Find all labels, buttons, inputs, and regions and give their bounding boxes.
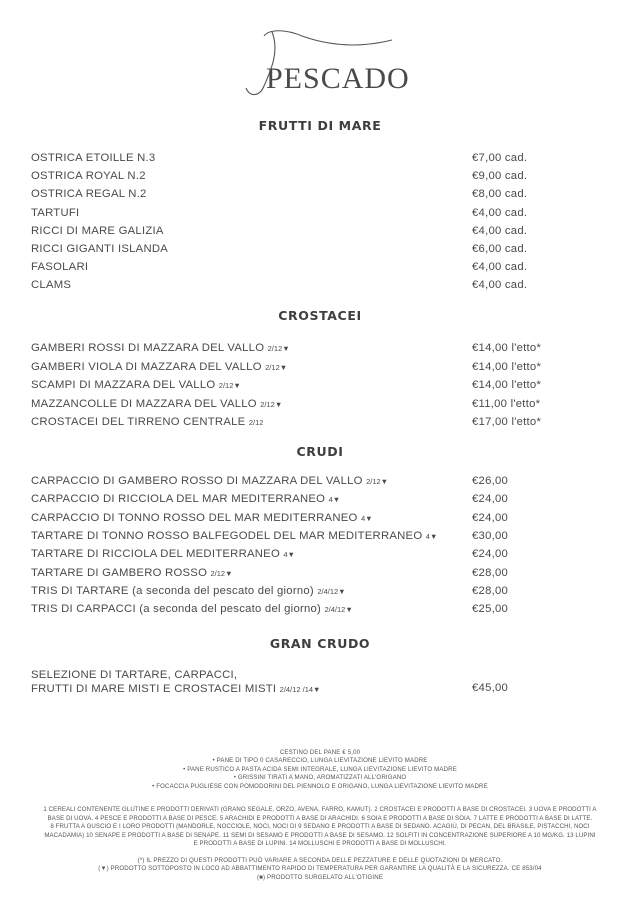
menu-item-name-text: TRIS DI TARTARE (a seconda del pescato del giorno) — [31, 584, 314, 597]
menu-item-name-text: CARPACCIO DI TONNO ROSSO DEL MAR MEDITERRANEO — [31, 511, 358, 524]
menu-item-price: €9,00 cad. — [472, 170, 528, 183]
menu-item-price: €4,00 cad. — [472, 206, 528, 219]
allergen-line: 8 FRUTTA A GUSCIO E I LORO PRODOTTI (MANDORLE, NOCCIOLE, NOCI, NOCI DI 9 SEDANO E PRODOTTI A BASE DI SEDANO. ACAGIÙ, DI PECAN, DEL BRASILE, PISTACCHI, NOCI — [50, 823, 590, 831]
menu-item-name-text: TRIS DI CARPACCI (a seconda del pescato del giorno) — [31, 603, 322, 616]
menu-item-row — [31, 414, 591, 430]
allergen-note: 2/12▼ — [366, 477, 389, 486]
allergen-legend — [30, 806, 610, 849]
menu-item-row — [31, 168, 591, 184]
menu-item-name-text: CLAMS — [31, 279, 72, 292]
menu-item-name — [31, 277, 71, 293]
allergen-line: BASE DI UOVA. 4 PESCE E PRODOTTI A BASE DI PESCE. 5 ARACHIDI E PRODOTTI A BASE DI ARACHIDI. 6 SOIA E PRODOTTI A BASE DI SOIA. 7 LATTE E PRODOTTI A BASE DI LATTE. — [47, 814, 593, 822]
note-line: (■) PRODOTTO SURGELATO ALL'OTIGINE — [256, 873, 384, 881]
menu-item-price: €4,00 cad. — [472, 261, 528, 274]
menu-item-name — [31, 186, 147, 202]
gran-crudo-description — [31, 668, 320, 697]
gran-crudo-line-2 — [31, 682, 320, 697]
section-title-crudi: CRUDI — [296, 444, 344, 459]
menu-item-name — [31, 168, 146, 184]
menu-item-row — [31, 546, 591, 562]
menu-item-name-text: GAMBERI VIOLA DI MAZZARA DEL VALLO — [31, 360, 262, 373]
menu-item-name-text: TARTARE DI GAMBERO ROSSO — [31, 566, 208, 579]
menu-item-name-text: CARPACCIO DI GAMBERO ROSSO DI MAZZARA DEL VALLO — [31, 475, 363, 487]
menu-item-price: €25,00 — [472, 603, 509, 616]
menu-item-row — [31, 277, 591, 293]
menu-item-row — [31, 473, 591, 489]
menu-item-name — [31, 510, 373, 527]
menu-item-price: €14,00 l'etto* — [472, 342, 542, 354]
bread-line: • PANE RUSTICO A PASTA ACIDA SEMI INTEGRALE, LUNGA LIEVITAZIONE LIEVITO MADRE — [183, 765, 457, 773]
section-title-crostacei: CROSTACEI — [278, 308, 362, 323]
gran-crudo-line-1: SELEZIONE DI TARTARE, CARPACCI, — [31, 669, 238, 681]
menu-item-row — [31, 223, 591, 239]
menu-item-name-text: MAZZANCOLLE DI MAZZARA DEL VALLO — [31, 397, 257, 410]
menu-item-price: €4,00 cad. — [472, 279, 528, 292]
section-title-gran-crudo: GRAN CRUDO — [269, 636, 371, 651]
allergen-line: 1 CEREALI CONTENENTE GLUTINE E PRODOTTI DERIVATI (GRANO SEGALE, ORZO, AVENA, FARRO, KAMUT). 2 CROSTACEI E PRODOTTI A BASE DI CROSTACEI. 3 UOVA E PRODOTTI A — [43, 806, 597, 813]
menu-item-row — [31, 150, 591, 166]
menu-item-price: €14,00 l'etto* — [472, 360, 542, 373]
menu-item-price: €24,00 — [472, 511, 509, 524]
menu-item-name-text: RICCI GIGANTI ISLANDA — [31, 243, 169, 255]
menu-item-row — [31, 259, 591, 275]
brand-name: PESCADO — [266, 62, 410, 95]
allergen-note: 4▼ — [360, 513, 373, 523]
menu-item-name-text: FASOLARI — [31, 261, 89, 274]
menu-item-name-text: SCAMPI DI MAZZARA DEL VALLO — [31, 379, 216, 391]
menu-item-price: €4,00 cad. — [472, 224, 528, 237]
menu-item-name-text: TARTUFI — [31, 206, 80, 219]
allergen-note: 2/12▼ — [210, 568, 233, 578]
allergen-note: 2/4/12▼ — [317, 586, 346, 596]
allergen-note: 4▼ — [328, 495, 341, 505]
menu-item-name-text: OSTRICA ETOILLE N.3 — [31, 152, 156, 164]
gran-crudo-line-2-text: FRUTTI DI MARE MISTI E CROSTACEI MISTI — [31, 683, 277, 695]
allergen-note: 2/12▼ — [260, 399, 283, 409]
menu-item-name-text: GAMBERI ROSSI DI MAZZARA DEL VALLO — [31, 342, 265, 354]
menu-item-price: €24,00 — [472, 548, 509, 561]
menu-item-name — [31, 223, 164, 239]
menu-item-row — [31, 205, 591, 221]
menu-item-name-text: OSTRICA ROYAL N.2 — [31, 170, 146, 183]
bread-line: • GRISSINI TIRATI A MANO, AROMATIZZATI ALL'ORIGANO — [233, 774, 407, 782]
menu-item-price: €11,00 l'etto* — [472, 397, 541, 410]
menu-item-price: €26,00 — [472, 475, 509, 487]
menu-item-row — [31, 396, 591, 412]
menu-item-name — [31, 241, 168, 257]
menu-item-row — [31, 359, 591, 375]
allergen-line: E PRODOTTI A BASE DI LUPINI. 14 MOLLUSCHI E PRODOTTI A BASE DI MOLLUSCHI. — [193, 840, 447, 848]
gran-crudo-price: €45,00 — [472, 682, 509, 694]
menu-item-name — [31, 396, 282, 413]
allergen-note: 4▼ — [283, 550, 295, 560]
note-line: (▼) PRODOTTO SOTTOPOSTO IN LOCO AD ABBATTIMENTO RAPIDO DI TEMPERATURA PER GARANTIRE LA QUALITÀ E LA SICUREZZA. CE 853/04 — [98, 865, 542, 873]
menu-item-price: €30,00 — [472, 529, 509, 542]
allergen-note: 2/12 — [248, 418, 264, 427]
menu-item-name — [31, 259, 88, 275]
menu-item-row — [31, 377, 591, 393]
allergen-note: 2/12▼ — [267, 344, 290, 353]
menu-item-name — [31, 473, 388, 490]
bread-title: CESTINO DEL PANE € 5,00 — [279, 749, 361, 756]
menu-item-price: €8,00 cad. — [472, 188, 528, 201]
menu-item-name-text: RICCI DI MARE GALIZIA — [31, 224, 164, 237]
menu-item-name — [31, 377, 241, 394]
allergen-line: MACADAMIA) 10 SENAPE E PRODOTTI A BASE DI SENAPE. 11 SEMI DI SESAMO E PRODOTTI A BASE DI SESAMO. 12 SOLFITI IN CONCENTRAZIONE SUPERIORE A 10 MG/KG. 13 LUPINI — [44, 831, 596, 839]
bread-basket-info — [20, 749, 620, 791]
menu-item-row — [31, 510, 591, 526]
allergen-note: 2/4/12 /14▼ — [279, 685, 321, 694]
menu-item-name — [31, 528, 437, 545]
pescado-logo — [240, 22, 410, 102]
menu-item-name — [31, 583, 346, 600]
menu-item-price: €28,00 — [472, 566, 509, 579]
menu-item-row — [31, 340, 591, 356]
bread-line: • PANE DI TIPO 0 CASARECCIO, LUNGA LIEVITAZIONE LIEVITO MADRE — [212, 757, 428, 765]
menu-item-row — [31, 528, 591, 544]
bread-line: • FOCACCIA PUGLIESE CON POMODORINI DEL PIENNOLO E ORIGANO, LUNGA LIEVITAZIONE LIEVITO MADRE — [152, 782, 488, 790]
section-title-frutti-di-mare: FRUTTI DI MARE — [258, 118, 382, 133]
menu-item-name — [31, 205, 79, 221]
menu-item-name — [31, 565, 233, 582]
menu-item-name — [31, 546, 295, 563]
menu-item-row — [31, 601, 591, 617]
menu-item-name-text: CROSTACEI DEL TIRRENO CENTRALE — [31, 416, 246, 428]
menu-item-price: €24,00 — [472, 493, 509, 506]
menu-item-name — [31, 414, 263, 431]
menu-item-name-text: CARPACCIO DI RICCIOLA DEL MAR MEDITERRANEO — [31, 493, 326, 506]
menu-item-name — [31, 340, 290, 357]
menu-item-price: €7,00 cad. — [472, 152, 528, 164]
menu-item-name-text: TARTARE DI TONNO ROSSO BALFEGODEL DEL MAR MEDITERRANEO — [31, 529, 423, 542]
price-notes — [20, 857, 620, 882]
allergen-note: 2/12▼ — [218, 381, 241, 390]
menu-item-name-text: TARTARE DI RICCIOLA DEL MEDITERRANEO — [31, 548, 280, 561]
note-line: (*) IL PREZZO DI QUESTI PRODOTTI PUÒ VARIARE A SECONDA DELLE PEZZATURE E DELLE QUOTAZIONI DI MERCATO. — [137, 857, 503, 864]
menu-item-price: €14,00 l'etto* — [472, 379, 542, 391]
allergen-note: 4▼ — [425, 531, 438, 541]
menu-item-name — [31, 150, 155, 166]
allergen-note: 2/12▼ — [265, 362, 288, 372]
menu-item-row — [31, 241, 591, 257]
menu-item-name-text: OSTRICA REGAL N.2 — [31, 188, 147, 201]
menu-item-price: €6,00 cad. — [472, 243, 528, 255]
menu-item-price: €17,00 l'etto* — [472, 416, 542, 428]
menu-item-row — [31, 565, 591, 581]
menu-item-name — [31, 359, 287, 376]
menu-item-name — [31, 601, 353, 618]
menu-item-row — [31, 583, 591, 599]
menu-item-name — [31, 491, 340, 508]
allergen-note: 2/4/12▼ — [324, 605, 353, 615]
menu-item-price: €28,00 — [472, 584, 509, 597]
menu-item-row — [31, 186, 591, 202]
menu-item-row — [31, 491, 591, 507]
